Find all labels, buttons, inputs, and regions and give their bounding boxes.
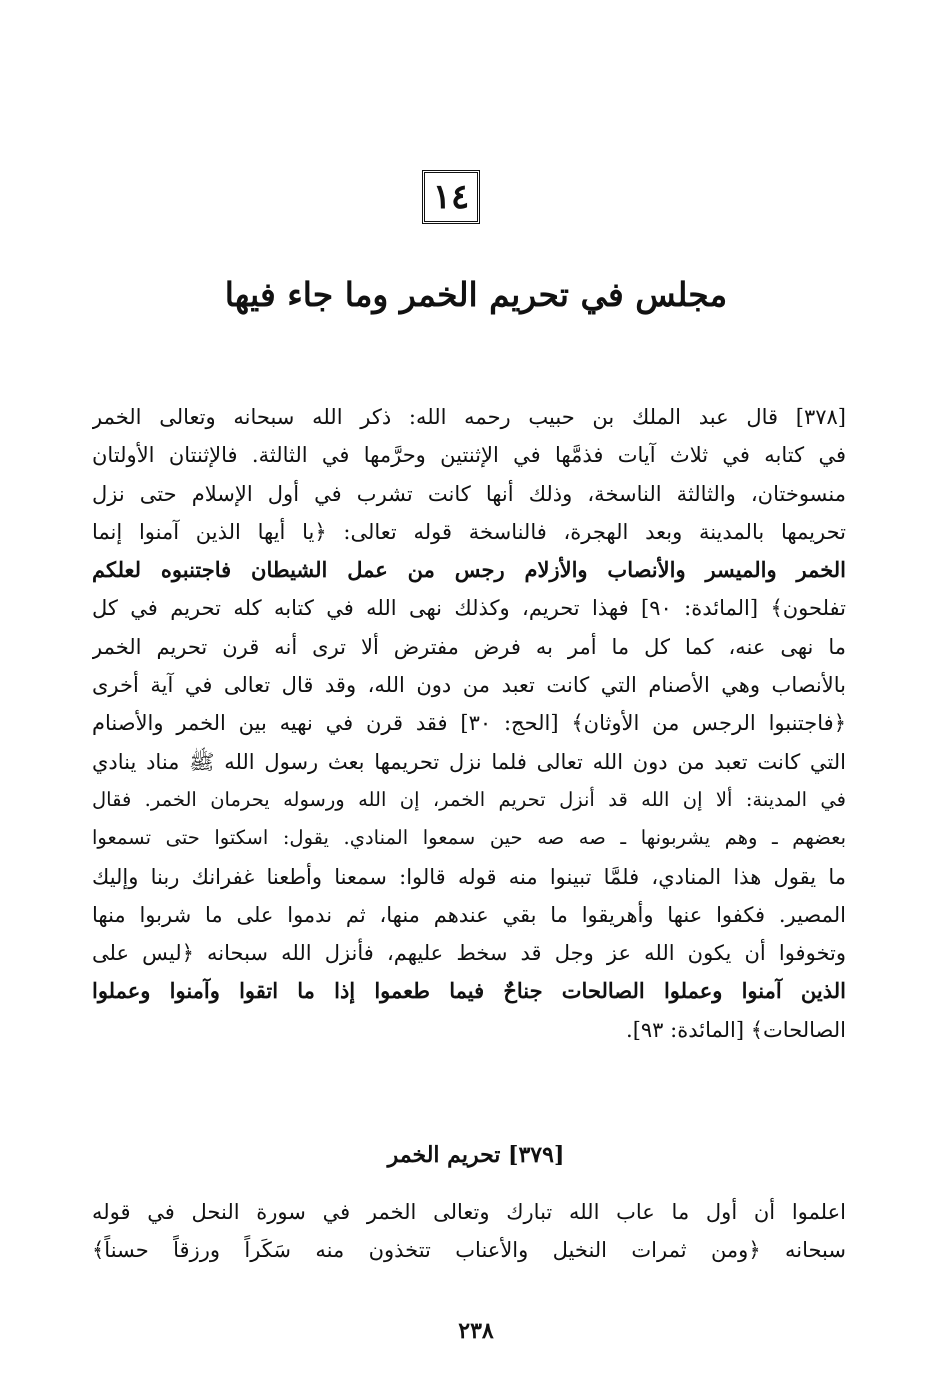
- text-line: ﴿فاجتنبوا الرجس من الأوثان﴾ [الحج: ٣٠] فقد قرن في نهيه بين الخمر والأصنام: [92, 711, 846, 736]
- text-line: ما نهى عنه، كما كل ما أمر به فرض مفترض ألا ترى أنه قرن تحريم الخمر: [92, 634, 846, 659]
- text-line: وتخوفوا أن يكون الله عز وجل قد سخط عليهم، فأنزل الله سبحانه ﴿ليس على: [92, 941, 846, 966]
- section-heading-379: [٣٧٩] تحريم الخمر: [387, 1142, 565, 1168]
- paragraph-379: [92, 1193, 846, 1270]
- page-number: ٢٣٨: [458, 1318, 494, 1344]
- chapter-title: مجلس في تحريم الخمر وما جاء فيها: [224, 275, 728, 314]
- text-line: التي كانت تعبد من دون الله تعالى فلما نزل تحريمها بعث رسول الله ﷺ مناد ينادي: [92, 749, 846, 774]
- paragraph-378: [92, 398, 846, 1049]
- text-line: سبحانه ﴿ومن ثمرات النخيل والأعناب تتخذون منه سَكَراً ورزقاً حسناً﴾: [92, 1238, 846, 1263]
- text-line: في كتابه في ثلاث آيات فذمَّها في الإثنتين وحرَّمها في الثالثة. فالإثنتان الأولتان: [92, 443, 846, 468]
- text-line: ما يقول هذا المنادي، فلمَّا تبينوا منه قوله قالوا: سمعنا وأطعنا غفرانك ربنا وإليك: [92, 864, 846, 889]
- chapter-number: ١٤: [432, 177, 470, 217]
- text-line: منسوختان، والثالثة الناسخة، وذلك أنها كانت تشرب في أول الإسلام حتى نزل: [92, 481, 846, 506]
- text-line: في المدينة: ألا إن الله قد أنزل تحريم الخمر، إن الله ورسوله يحرمان الخمر. فقال: [92, 787, 846, 811]
- text-line: الخمر والميسر والأنصاب والأزلام رجس من عمل الشيطان فاجتنبوه لعلكم: [92, 557, 846, 583]
- text-line: الصالحات﴾ [المائدة: ٩٣].: [626, 1017, 846, 1042]
- text-line: الذين آمنوا وعملوا الصالحات جناحٌ فيما طعموا إذا ما اتقوا وآمنوا وعملوا: [92, 978, 846, 1004]
- text-line: اعلموا أن أول ما عاب الله تبارك وتعالى الخمر في سورة النحل في قوله: [92, 1200, 846, 1224]
- text-line: بالأنصاب وهي الأصنام التي كانت تعبد من دون الله، وقد قال تعالى في آية أخرى: [92, 673, 846, 698]
- text-line: [٣٧٨] قال عبد الملك بن حبيب رحمه الله: ذكر الله سبحانه وتعالى الخمر: [92, 405, 846, 429]
- text-line: بعضهم ـ وهم يشربونها ـ صه صه حين سمعوا المنادي. يقول: اسكتوا حتى تسمعوا: [92, 826, 846, 850]
- text-line: تحريمها بالمدينة وبعد الهجرة، فالناسخة قوله تعالى: ﴿يا أيها الذين آمنوا إنما: [92, 519, 846, 544]
- chapter-number-box: [422, 170, 480, 224]
- text-line: تفلحون﴾ [المائدة: ٩٠] فهذا تحريم، وكذلك نهى الله في كتابه كله تحريم في كل: [92, 596, 846, 621]
- text-line: المصير. فكفوا عنها وأهريقوا ما بقي عندهم منها، ثم ندموا على ما شربوا منها: [92, 902, 846, 927]
